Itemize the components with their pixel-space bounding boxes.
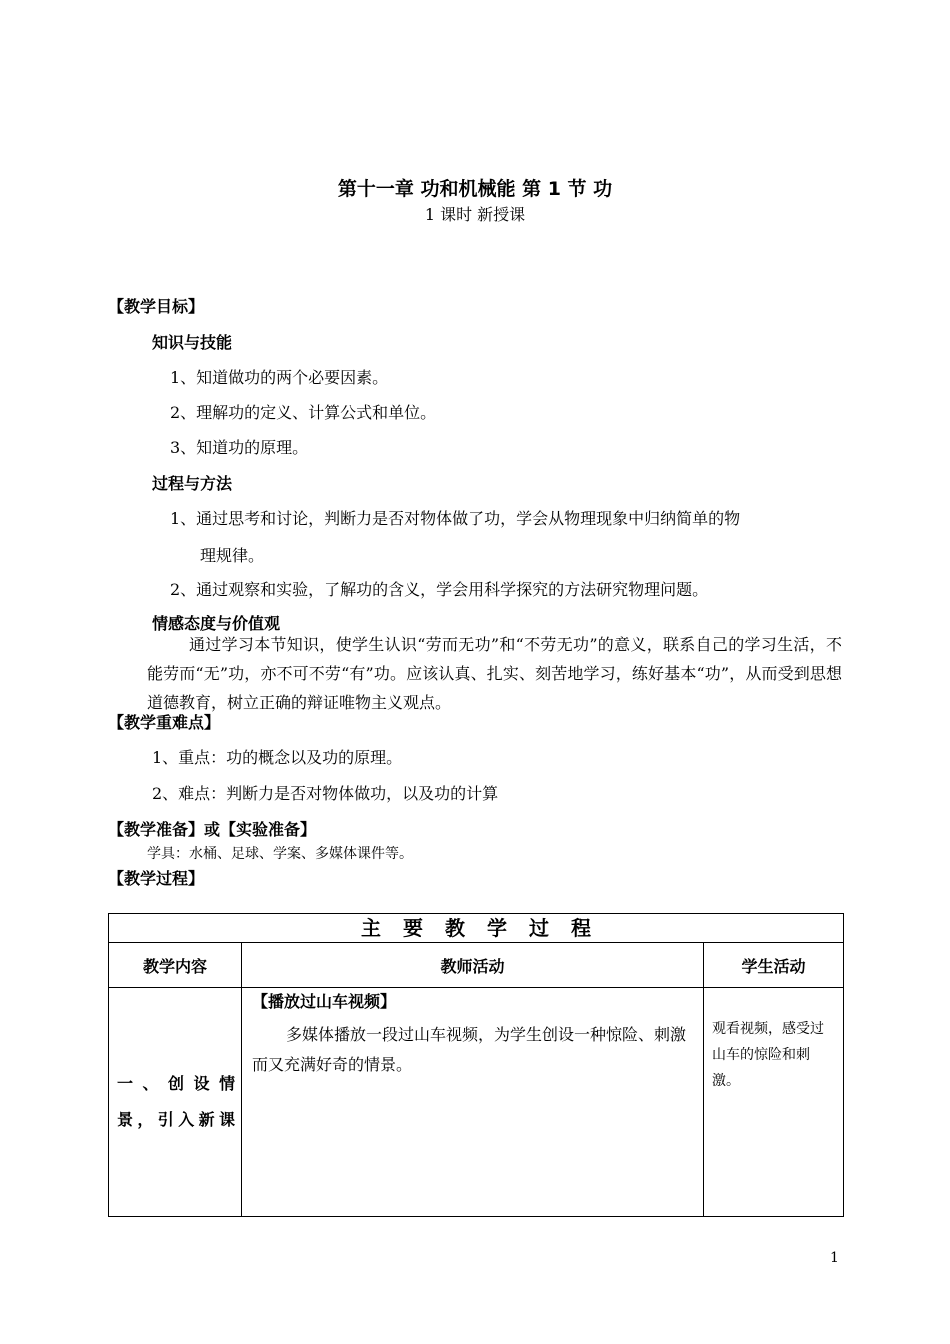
- knowledge-item: 2、理解功的定义、计算公式和单位。: [170, 403, 437, 422]
- key-point-item: 2、难点：判断力是否对物体做功，以及功的计算: [152, 784, 499, 803]
- process-item-1-line-1: 1、通过思考和讨论，判断力是否对物体做了功，学会从物理现象中归纳简单的物: [170, 509, 741, 528]
- content-cell: [109, 988, 242, 1217]
- content-label-line-1: 一、创设情: [117, 1074, 235, 1093]
- header-content: 教学内容: [109, 943, 242, 988]
- preparation-text: 学具：水桶、足球、学案、多媒体课件等。: [147, 846, 413, 862]
- process-heading: 【教学过程】: [108, 869, 205, 888]
- table-row: [109, 988, 844, 1217]
- process-item-2: 2、通过观察和实验，了解功的含义，学会用科学探究的方法研究物理问题。: [170, 580, 709, 599]
- objectives-heading: 【教学目标】: [108, 297, 205, 316]
- student-text: 观看视频，感受过山车的惊险和刺激。: [712, 1021, 824, 1089]
- knowledge-item: 3、知道功的原理。: [170, 438, 309, 457]
- page-subtitle: 1 课时 新授课: [424, 205, 526, 224]
- knowledge-item: 1、知道做功的两个必要因素。: [170, 368, 389, 387]
- page-title: 第十一章 功和机械能 第 1 节 功: [337, 178, 613, 200]
- teacher-subheading: 【播放过山车视频】: [252, 992, 397, 1011]
- header-teacher: 教师活动: [242, 943, 704, 988]
- key-points-heading: 【教学重难点】: [108, 713, 221, 732]
- content-label-line-2: 景，引入新课: [117, 1110, 235, 1129]
- header-student: 学生活动: [704, 943, 844, 988]
- attitude-paragraph: 通过学习本节知识，使学生认识“劳而无功”和“不劳无功”的意义，联系自己的学习生活，不能劳而“无”功，亦不可不劳“有”功。应该认真、扎实、刻苦地学习，练好基本“功”，从而受到思想道德教育，树立正确的辩证唯物主义观点。: [147, 635, 842, 712]
- teaching-process-table: [108, 913, 844, 1217]
- key-point-item: 1、重点：功的概念以及功的原理。: [152, 748, 403, 767]
- process-method-heading: 过程与方法: [152, 474, 233, 493]
- teacher-cell: [242, 988, 704, 1217]
- page-number: 1: [830, 1250, 839, 1266]
- table-banner: 主要教学过程: [109, 914, 844, 943]
- process-item-1-line-2: 理规律。: [200, 546, 265, 565]
- preparation-heading: 【教学准备】或【实验准备】: [108, 820, 317, 839]
- knowledge-heading: 知识与技能: [152, 333, 233, 352]
- teacher-text: 多媒体播放一段过山车视频，为学生创设一种惊险、刺激而又充满好奇的情景。: [252, 1025, 687, 1074]
- student-cell: [704, 988, 844, 1217]
- attitude-heading: 情感态度与价值观: [152, 614, 281, 633]
